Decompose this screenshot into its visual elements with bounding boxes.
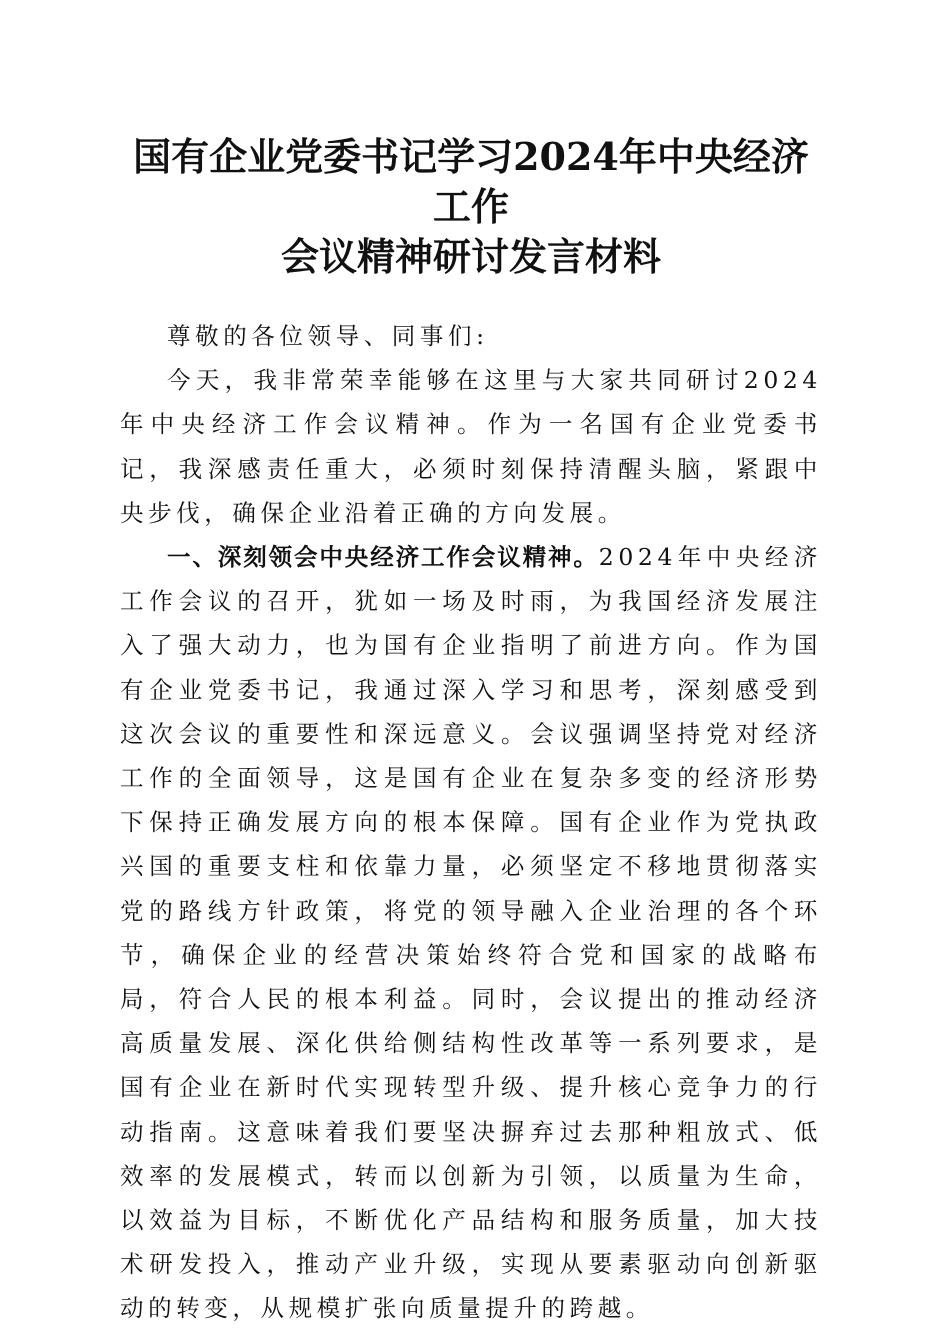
title-line-1: 国有企业党委书记学习2024年中央经济工作 <box>133 134 809 229</box>
salutation: 尊敬的各位领导、同事们: <box>167 322 489 350</box>
section-1-paragraph <box>120 535 822 1331</box>
intro-paragraph: 今天，我非常荣幸能够在这里与大家共同研讨2024年中央经济工作会议精神。作为一名国有企业党委书记，我深感责任重大，必须时刻保持清醒头脑，紧跟中央步伐，确保企业沿着正确的方向发展。 <box>120 366 822 527</box>
section-1-heading: 一、深刻领会中央经济工作会议精神。 <box>167 543 599 572</box>
document-title <box>120 132 822 282</box>
document-body <box>120 314 822 1331</box>
section-1-text: 2024年中央经济工作会议的召开，犹如一场及时雨，为我国经济发展注入了强大动力，也为国有企业指明了前进方向。作为国有企业党委书记，我通过深入学习和思考，深刻感受到这次会议的重要性和深远意义。会议强调坚持党对经济工作的全面领导，这是国有企业在复杂多变的经济形势下保持正确发展方向的根本保障。国有企业作为党执政兴国的重要支柱和依靠力量，必须坚定不移地贯彻落实党的路线方针政策，将党的领导融入企业治理的各个环节，确保企业的经营决策始终符合党和国家的战略布局，符合人民的根本利益。同时，会议提出的推动经济高质量发展、深化供给侧结构性改革等一系列要求，是国有企业在新时代实现转型升级、提升核心竞争力的行动指南。这意味着我们要坚决摒弃过去那种粗放式、低效率的发展模式，转而以创新为引领，以质量为生命，以效益为目标，不断优化产品结构和服务质量，加大技术研发投入，推动产业升级，实现从要素驱动向创新驱动的转变，从规模扩张向质量提升的跨越。 <box>120 543 822 1323</box>
title-line-2: 会议精神研讨发言材料 <box>280 234 661 279</box>
